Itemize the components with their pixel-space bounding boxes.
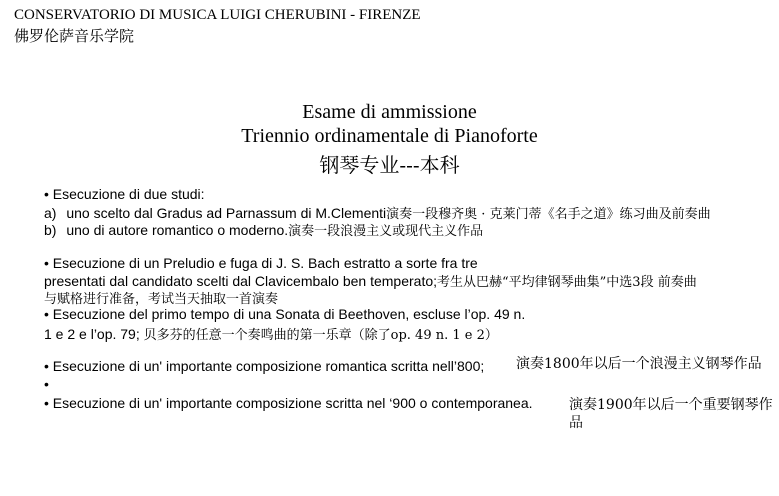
institution-name-zh: 佛罗伦萨音乐学院	[14, 27, 135, 45]
romantica-text: • Esecuzione di un' importante composizione romantica scritta nell’800;	[44, 358, 485, 374]
contemporanea-zh: 演奏1900年以后一个重要钢琴作品	[569, 397, 773, 431]
studi-b-item	[44, 220, 483, 239]
beethoven-line-2-text: 1 e 2 e l’op. 79;	[44, 326, 140, 342]
page-subtitle: Triennio ordinamentale di Pianoforte	[241, 125, 538, 147]
beethoven-line-2-zh: 贝多芬的任意一个奏鸣曲的第一乐章（除了op. 49 n. 1 e 2）	[143, 328, 498, 343]
romantica-zh: 演奏1800年以后一个浪漫主义钢琴作品	[516, 356, 762, 372]
studi-a-zh: 演奏一段穆齐奥 · 克莱门蒂《名手之道》练习曲及前奏曲	[386, 207, 711, 222]
studi-a-text: uno scelto dal Gradus ad Parnassum di M.Clementi	[66, 205, 387, 221]
empty-bullet: •	[44, 376, 49, 392]
bach-line-3-zh: 与赋格进行准备，考试当天抽取一首演奏	[44, 292, 279, 307]
bach-line-2-text: presentati dal candidato scelti dal Clavicembalo ben temperato;	[44, 273, 438, 289]
institution-name: CONSERVATORIO DI MUSICA LUIGI CHERUBINI - FIRENZE	[14, 7, 421, 23]
studi-b-zh: 演奏一段浪漫主义或现代主义作品	[288, 224, 484, 239]
bach-line-1: • Esecuzione di un Preludio e fuga di J. S. Bach estratto a sorte fra tre	[44, 255, 478, 271]
studi-a-label: a)	[44, 205, 57, 221]
contemporanea-text: • Esecuzione di un' importante composizione scritta nel ‘900 o contemporanea.	[44, 395, 533, 411]
studi-heading: • Esecuzione di due studi:	[44, 186, 205, 202]
page-subtitle-zh: 钢琴专业---本科	[319, 153, 460, 177]
studi-b-label: b)	[44, 222, 57, 238]
beethoven-line-1: • Esecuzione del primo tempo di una Sonata di Beethoven, escluse l’op. 49 n.	[44, 306, 526, 322]
page-title: Esame di ammissione	[302, 101, 477, 123]
studi-b-text: uno di autore romantico o moderno.	[66, 222, 289, 238]
beethoven-line-2	[44, 324, 498, 343]
bach-line-2-zh: 考生从巴赫“平均律钢琴曲集”中选3段 前奏曲	[437, 275, 697, 290]
